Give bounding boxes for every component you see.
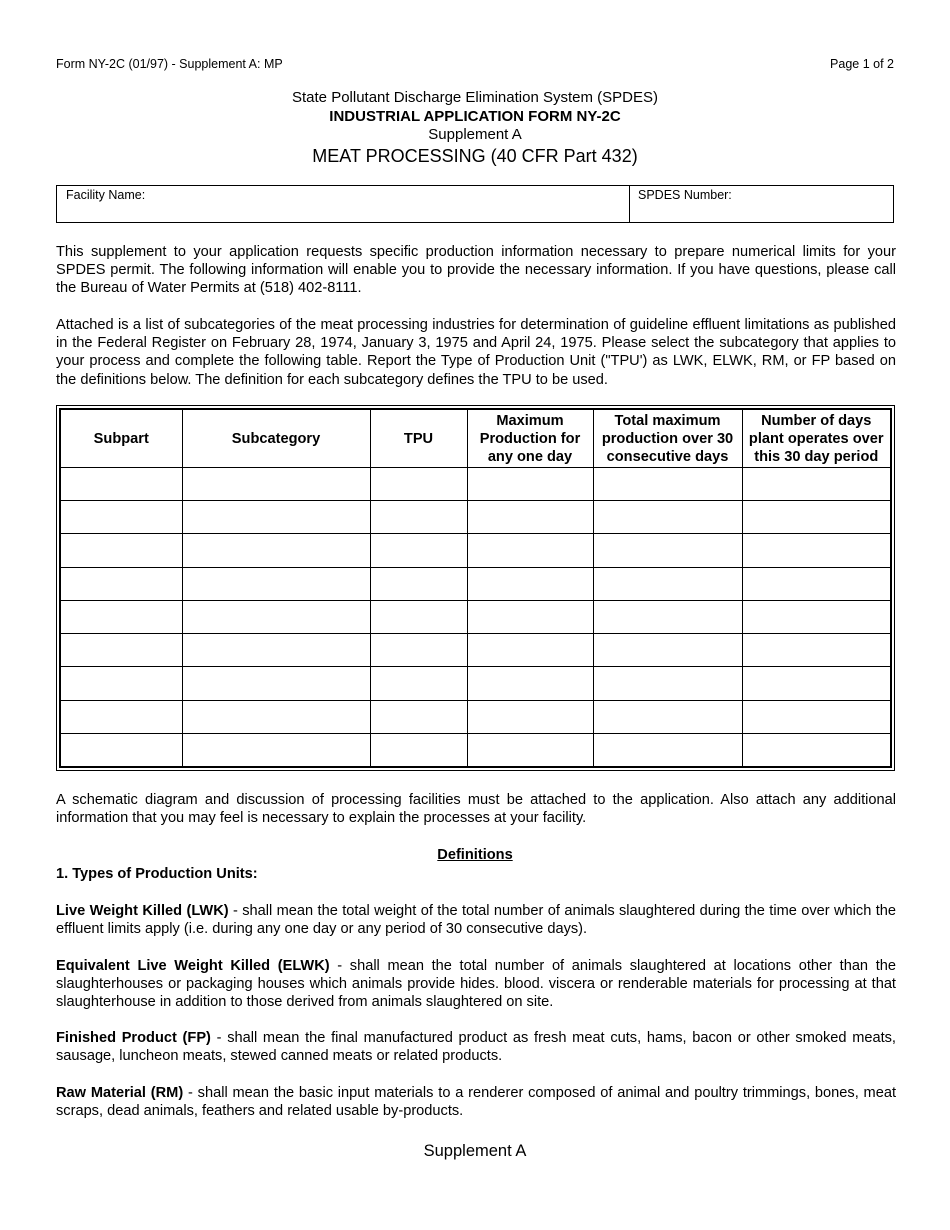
definition-text: - shall mean the total number of animals slaughtered at locations other than the slaughterhouses or packaging houses which animals provide hides. blood. viscera or renderable materials for processing at that slaughterhouse in addition to those derived from animals slaughtered on site.	[56, 958, 896, 1011]
table-cell[interactable]	[182, 700, 370, 733]
table-cell[interactable]	[60, 634, 182, 667]
table-cell[interactable]	[742, 700, 891, 733]
table-cell[interactable]	[593, 634, 742, 667]
definition-term: Raw Material (RM)	[56, 1085, 184, 1101]
table-cell[interactable]	[742, 501, 891, 534]
table-cell[interactable]	[60, 700, 182, 733]
definition-text: - shall mean the final manufactured product as fresh meat cuts, hams, bacon or other smoked meats, sausage, luncheon meats, stewed canned meats or related products.	[56, 1030, 896, 1065]
table-cell[interactable]	[60, 733, 182, 767]
title-line-2: INDUSTRIAL APPLICATION FORM NY-2C	[329, 107, 621, 125]
definition-text: - shall mean the total weight of the total number of animals slaughtered during the time over which the effluent limits apply (i.e. during any one day or any period of 30 consecutive days).	[56, 903, 896, 938]
table-cell[interactable]	[742, 733, 891, 767]
table-cell[interactable]	[182, 567, 370, 600]
table-cell[interactable]	[370, 700, 467, 733]
table-cell[interactable]	[370, 534, 467, 567]
table-cell[interactable]	[370, 634, 467, 667]
definition-elwk	[56, 957, 896, 1012]
table-row	[60, 600, 891, 633]
table-row	[60, 468, 891, 501]
col-header-total-max: Total maximum production over 30 consecutive days	[593, 409, 742, 468]
table-cell[interactable]	[370, 468, 467, 501]
facility-name-label: Facility Name:	[66, 188, 146, 202]
table-cell[interactable]	[182, 468, 370, 501]
production-table-frame	[56, 405, 895, 771]
definition-term: Live Weight Killed (LWK)	[56, 903, 229, 919]
form-id: Form NY-2C (01/97) - Supplement A: MP	[56, 57, 283, 71]
spdes-number-label: SPDES Number:	[638, 188, 732, 202]
table-cell[interactable]	[742, 600, 891, 633]
definition-term: Equivalent Live Weight Killed (ELWK)	[56, 958, 330, 974]
table-cell[interactable]	[467, 468, 593, 501]
table-cell[interactable]	[593, 700, 742, 733]
table-cell[interactable]	[60, 534, 182, 567]
table-cell[interactable]	[370, 600, 467, 633]
table-row	[60, 501, 891, 534]
table-cell[interactable]	[593, 468, 742, 501]
title-line-4: MEAT PROCESSING (40 CFR Part 432)	[312, 145, 638, 166]
table-cell[interactable]	[742, 567, 891, 600]
definitions-heading: Definitions	[437, 847, 513, 863]
table-cell[interactable]	[593, 501, 742, 534]
table-cell[interactable]	[593, 567, 742, 600]
table-row	[60, 534, 891, 567]
table-cell[interactable]	[467, 634, 593, 667]
table-cell[interactable]	[742, 667, 891, 700]
table-cell[interactable]	[182, 733, 370, 767]
title-block	[0, 89, 950, 167]
facility-info-box	[56, 185, 894, 223]
col-header-days-operated: Number of days plant operates over this 30 day period	[742, 409, 891, 468]
definition-fp	[56, 1029, 896, 1065]
table-cell[interactable]	[467, 667, 593, 700]
table-cell[interactable]	[593, 534, 742, 567]
col-header-subcategory: Subcategory	[182, 409, 370, 468]
col-header-subpart: Subpart	[60, 409, 182, 468]
table-cell[interactable]	[60, 468, 182, 501]
table-cell[interactable]	[467, 567, 593, 600]
production-table	[59, 408, 892, 768]
table-cell[interactable]	[467, 534, 593, 567]
intro-paragraph-2: Attached is a list of subcategories of the meat processing industries for determination of guideline effluent limitations as published in the Federal Register on February 28, 1974, January 3, 1975 and April 24, 1975. Please select the subcategory that applies to your process and complete the following table. Report the Type of Production Unit ("TPU') as LWK, ELWK, RM, or FP based on the definitions below. The definition for each subcategory defines the TPU to be used.	[56, 317, 896, 388]
page-footer: Supplement A	[423, 1142, 527, 1160]
title-line-3: Supplement A	[428, 126, 522, 143]
table-row	[60, 733, 891, 767]
table-cell[interactable]	[742, 634, 891, 667]
col-header-tpu: TPU	[370, 409, 467, 468]
info-box-divider	[629, 186, 630, 222]
table-row	[60, 634, 891, 667]
table-cell[interactable]	[60, 501, 182, 534]
intro-paragraph-1: This supplement to your application requests specific production information necessary to prepare numerical limits for your SPDES permit. The following information will enable you to provide the necessary information. If you have questions, please call the Bureau of Water Permits at (518) 402-8111.	[56, 244, 896, 297]
definition-text: - shall mean the basic input materials to a renderer composed of animal and poultry trimmings, bones, meat scraps, dead animals, feathers and related usable by-products.	[56, 1085, 897, 1120]
table-cell[interactable]	[182, 501, 370, 534]
table-row	[60, 700, 891, 733]
table-cell[interactable]	[742, 468, 891, 501]
table-cell[interactable]	[467, 733, 593, 767]
table-cell[interactable]	[370, 667, 467, 700]
definition-rm	[56, 1084, 896, 1120]
table-cell[interactable]	[467, 501, 593, 534]
table-cell[interactable]	[60, 667, 182, 700]
table-cell[interactable]	[593, 667, 742, 700]
table-cell[interactable]	[182, 667, 370, 700]
table-row	[60, 667, 891, 700]
title-line-1: State Pollutant Discharge Elimination System (SPDES)	[292, 89, 658, 106]
types-heading: 1. Types of Production Units:	[56, 866, 258, 882]
table-cell[interactable]	[182, 634, 370, 667]
col-header-max-production: Maximum Production for any one day	[467, 409, 593, 468]
table-cell[interactable]	[370, 567, 467, 600]
page-number: Page 1 of 2	[830, 57, 894, 71]
definition-lwk	[56, 902, 896, 938]
table-cell[interactable]	[593, 733, 742, 767]
table-cell[interactable]	[182, 534, 370, 567]
table-cell[interactable]	[593, 600, 742, 633]
table-cell[interactable]	[60, 600, 182, 633]
table-row	[60, 567, 891, 600]
table-cell[interactable]	[60, 567, 182, 600]
table-cell[interactable]	[370, 733, 467, 767]
table-cell[interactable]	[182, 600, 370, 633]
table-cell[interactable]	[467, 700, 593, 733]
definition-term: Finished Product (FP)	[56, 1030, 211, 1046]
table-cell[interactable]	[742, 534, 891, 567]
table-header-row	[60, 409, 891, 468]
table-cell[interactable]	[370, 501, 467, 534]
table-cell[interactable]	[467, 600, 593, 633]
schematic-note: A schematic diagram and discussion of processing facilities must be attached to the application. Also attach any additional information that you may feel is necessary to explain the processes at your facility.	[56, 792, 896, 827]
